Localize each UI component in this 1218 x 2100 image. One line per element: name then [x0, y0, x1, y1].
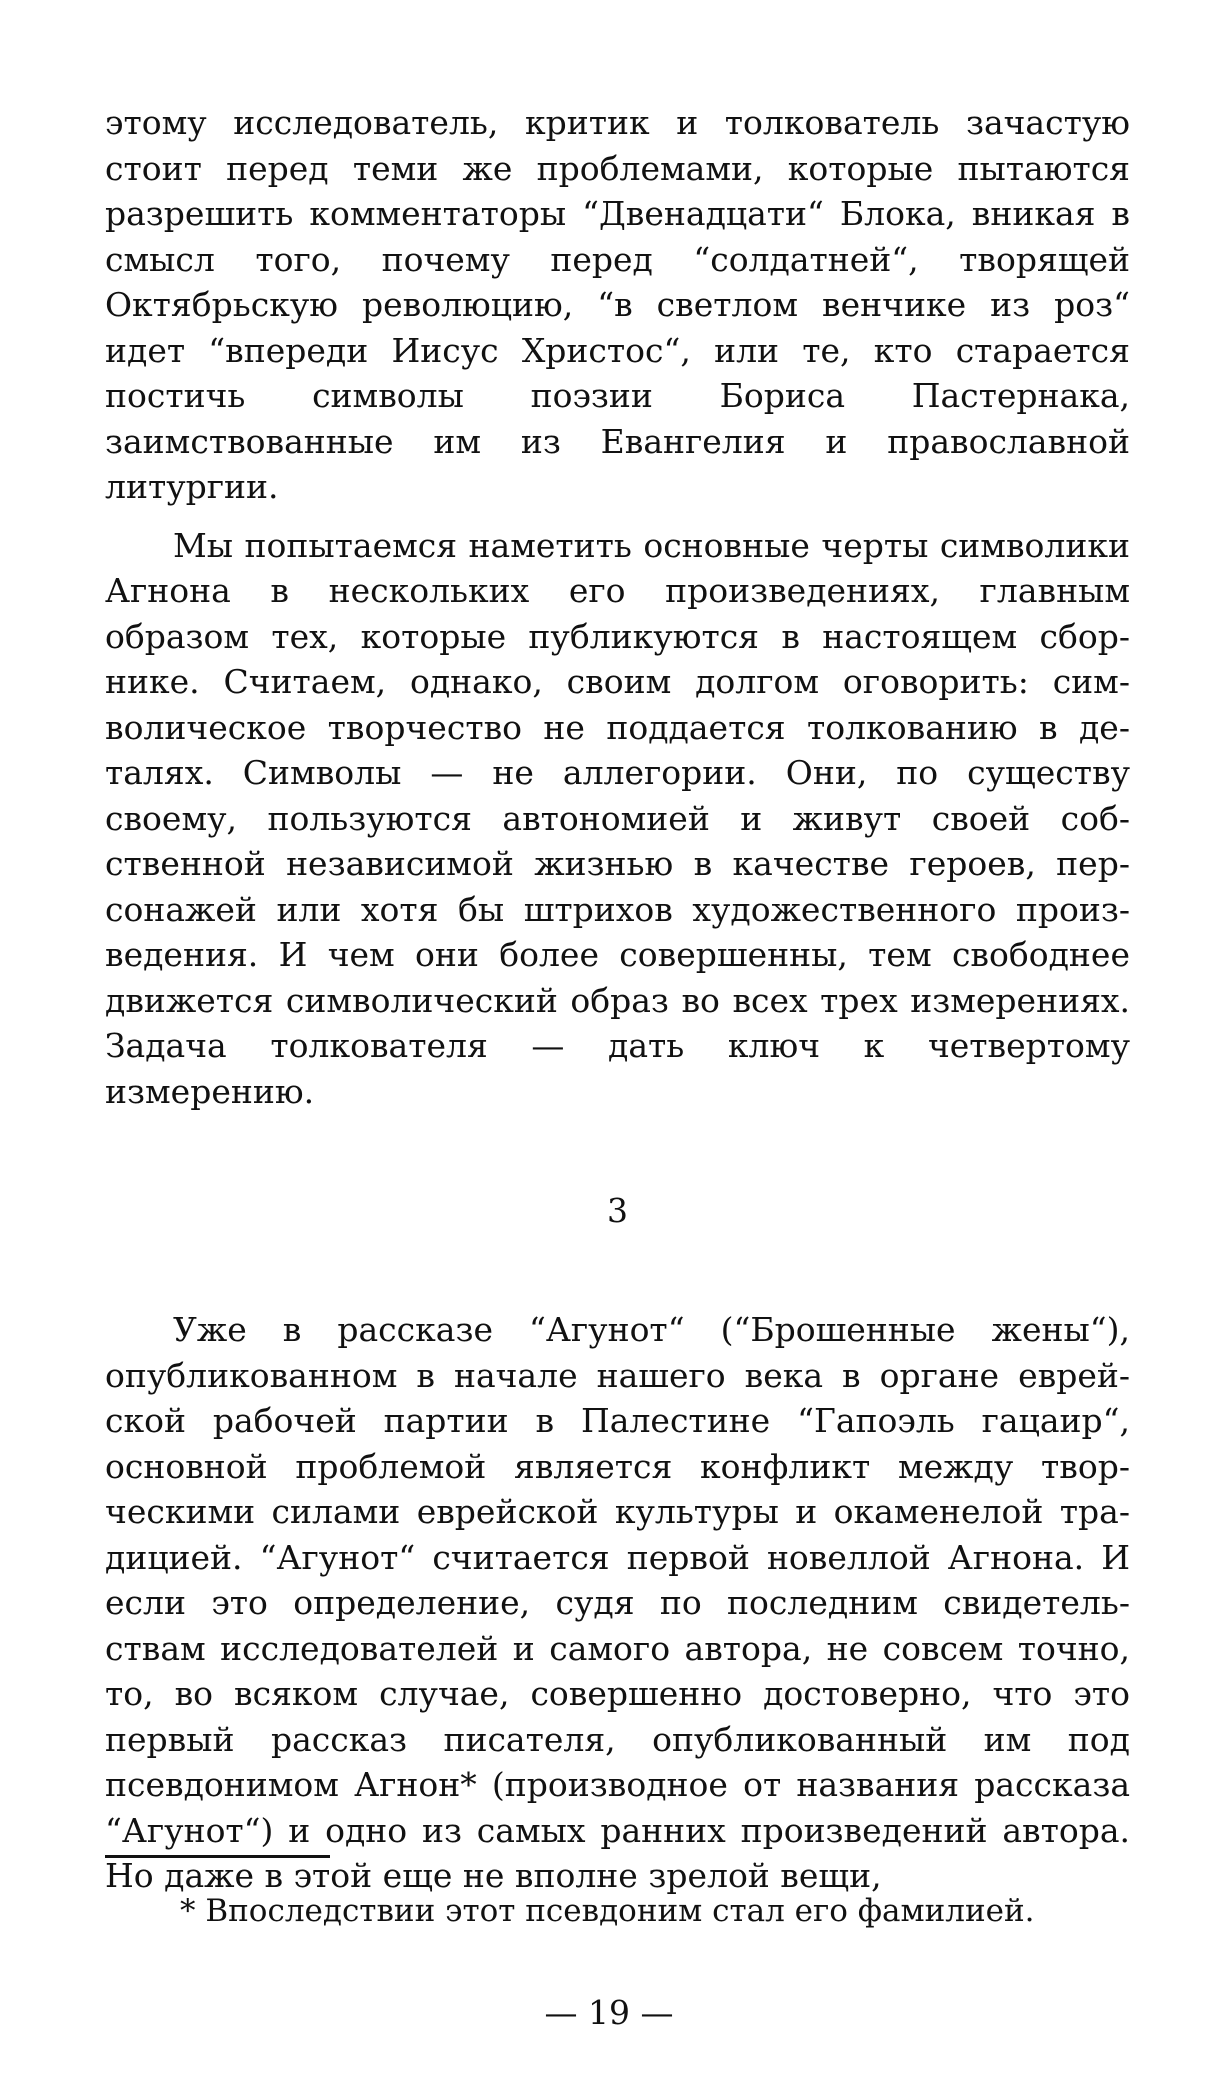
- paragraph-2: Мы попытаемся наметить основные черты символики Агнона в нескольких его произведениях, главным образом тех, которые публикуются в настоящем сборнике. Считаем, однако, своим долгом оговорить: символическое творчество не поддается толкованию в деталях. Символы — не аллегории. Они, по существу своему, пользуются автономией и живут своей собственной независимой жизнью в качестве героев, персонажей или хотя бы штрихов художественного произведения. И чем они более совершенны, тем свободнее движется символический образ во всех трех измерениях. Задача толкователя — дать ключ к четвертому измерению.: [105, 525, 1130, 1111]
- section-number: 3: [607, 1191, 628, 1230]
- paragraph-3: Уже в рассказе “Агунот“ (“Брошенные жены“), опубликованном в начале нашего века в органе еврейской рабочей партии в Палестине “Гапоэль гацаир“, основной проблемой является конфликт между творческими силами еврейской культуры и окаменелой традицией. “Агунот“ считается первой новеллой Агнона. И если это определение, судя по последним свидетельствам исследователей и самого автора, не совсем точно, то, во всяком случае, совершенно достоверно, что это первый рассказ писателя, опубликованный им под псевдонимом Агнон* (производное от названия рассказа “Агунот“) и одно из самых ранних произведений автора. Но даже в этой еще не вполне зрелой вещи,: [105, 1310, 1130, 1895]
- footnote-divider: [105, 1855, 330, 1858]
- page-body: [105, 100, 1130, 1899]
- paragraph-1: этому исследователь, критик и толкователь зачастую стоит перед теми же проблемами, которые пытаются разрешить комментаторы “Двенадцати“ Блока, вникая в смысл того, почему перед “солдатней“, творящей Октябрьскую революцию, “в светлом венчике из роз“ идет “впереди Иисус Христос“, или те, кто старается постичь символы поэзии Бориса Пастернака, заимствованные им из Евангелия и православной литургии.: [105, 103, 1130, 506]
- page-number: — 19 —: [544, 1993, 674, 2032]
- footnote: * Впоследствии этот псевдоним стал его фамилией.: [180, 1893, 1035, 1929]
